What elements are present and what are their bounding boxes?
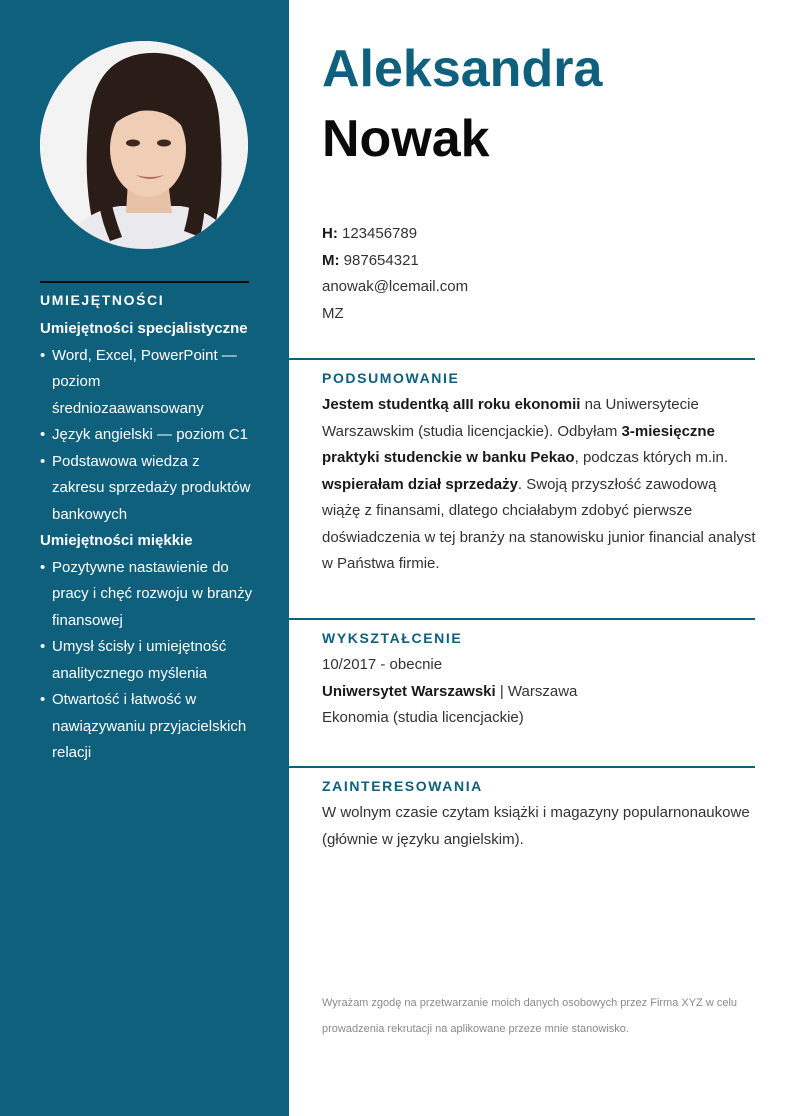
- skills-section: [40, 290, 255, 767]
- bullet-icon: •: [40, 638, 46, 655]
- education-dates: 10/2017 - obecnie: [322, 656, 443, 673]
- specialist-skills-list: [40, 343, 255, 529]
- specialist-skills-heading: Umiejętności specjalistyczne: [40, 320, 248, 337]
- email: anowak@lcemail.com: [322, 278, 469, 295]
- mobile-phone-value: 987654321: [343, 251, 419, 269]
- summary-text-4: , podczas których m.in.: [574, 449, 729, 466]
- summary-text-2: na Uniwersytecie Warszawskim (studia licencjackie). Odbyłam: [322, 396, 699, 440]
- profile-photo: [40, 41, 248, 249]
- education-section: [322, 628, 758, 732]
- education-title: WYKSZTAŁCENIE: [322, 630, 463, 646]
- contact-block: [322, 221, 468, 327]
- summary-bold-1: Jestem studentką aIII roku ekonomii: [322, 396, 581, 413]
- first-name: Aleksandra: [322, 40, 603, 98]
- interests-text: W wolnym czasie czytam książki i magazyny popularnonaukowe (głównie w języku angielskim).: [322, 804, 750, 848]
- interests-divider: [289, 766, 755, 768]
- bullet-icon: •: [40, 452, 46, 470]
- skill-text: Podstawowa wiedza z zakresu sprzedaży produktów bankowych: [52, 452, 251, 523]
- bullet-icon: •: [40, 558, 46, 576]
- list-item: [40, 449, 255, 529]
- list-item: [40, 422, 255, 449]
- sidebar-divider: [40, 281, 249, 283]
- last-name: Nowak: [322, 110, 490, 168]
- soft-skills-heading: Umiejętności miękkie: [40, 532, 193, 549]
- skill-text: Otwartość i łatwość w nawiązywaniu przyjacielskich relacji: [52, 691, 247, 761]
- summary-bold-5: wspierałam dział sprzedaży: [322, 475, 518, 493]
- list-item: [40, 555, 255, 635]
- sidebar: [0, 0, 289, 1116]
- education-school-line: [322, 679, 758, 706]
- bullet-icon: •: [40, 691, 46, 708]
- education-field: Ekonomia (studia licencjackie): [322, 709, 524, 726]
- portrait-image: [40, 41, 248, 249]
- mobile-phone-label: M:: [322, 251, 340, 269]
- school-city: Warszawa: [507, 682, 578, 700]
- summary-text: [322, 392, 758, 578]
- school-separator: |: [495, 682, 508, 700]
- skill-text: Umysł ścisły i umiejętność analitycznego myślenia: [52, 638, 227, 682]
- summary-bold-3: 3-miesięczne praktyki studenckie w banku Pekao: [322, 422, 715, 466]
- skill-text: Pozytywne nastawienie do pracy i chęć rozwoju w branży finansowej: [52, 558, 253, 629]
- soft-skills-list: [40, 555, 255, 767]
- location: MZ: [322, 304, 344, 322]
- bullet-icon: •: [40, 346, 46, 364]
- summary-text-6: . Swoją przyszłość zawodową wiążę z finansami, dlatego chciałabym zdobyć pierwsze doświadczenia w tej branży na stanowisku junior financial analyst w Państwa firmie.: [322, 475, 756, 572]
- summary-title: PODSUMOWANIE: [322, 370, 460, 386]
- list-item: [40, 634, 255, 687]
- skill-text: Word, Excel, PowerPoint — poziom średniozaawansowany: [52, 346, 237, 417]
- consent-clause: Wyrażam zgodę na przetwarzanie moich danych osobowych przez Firma XYZ w celu prowadzenia rekrutacji na aplikowane przeze mnie stanowisko.: [322, 997, 738, 1035]
- list-item: [40, 343, 255, 423]
- home-phone-label: H:: [322, 225, 338, 242]
- skill-text: Język angielski — poziom C1: [52, 426, 248, 443]
- interests-title: ZAINTERESOWANIA: [322, 778, 483, 794]
- bullet-icon: •: [40, 426, 46, 443]
- interests-section: [322, 776, 758, 853]
- list-item: [40, 687, 255, 767]
- mobile-phone: [322, 248, 468, 275]
- education-divider: [289, 618, 755, 620]
- summary-divider: [289, 358, 755, 360]
- home-phone-value: 123456789: [342, 225, 418, 242]
- skills-heading: UMIEJĘTNOŚCI: [40, 292, 165, 308]
- school-name: Uniwersytet Warszawski: [322, 682, 496, 700]
- home-phone: [322, 221, 468, 248]
- summary-section: [322, 368, 758, 578]
